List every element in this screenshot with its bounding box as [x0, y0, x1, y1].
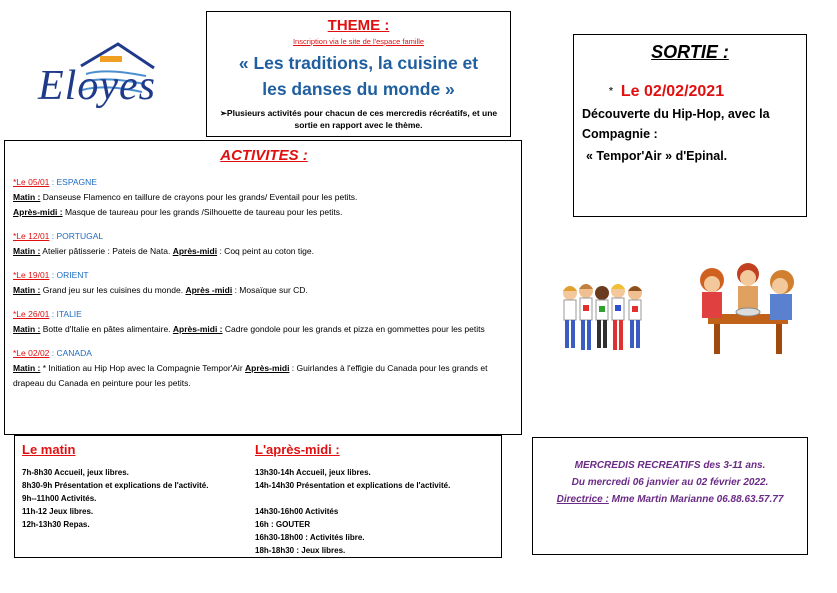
sortie-date-line [609, 83, 806, 101]
day-espagne [13, 175, 515, 220]
apresmidi-line: 18h-18h30 : Jeux libres. [255, 546, 346, 555]
matin-line: 12h-13h30 Repas. [22, 520, 90, 529]
children-cooking-icon [690, 262, 802, 359]
theme-subtitle[interactable]: Inscription via le site de l'espace famille [292, 37, 425, 46]
apresmidi-text: Masque de taureau pour les grands /Silhouette de taureau pour les petits. [62, 207, 343, 217]
info-box [532, 437, 808, 555]
day-italie [13, 307, 515, 337]
apresmidi-line: 14h30-16h00 Activités [255, 507, 339, 516]
matin-text: * Initiation au Hip Hop avec la Compagnie Tempor'Air [40, 363, 246, 373]
info-age: MERCREDIS RECREATIFS des 3-11 ans. [574, 460, 766, 471]
day-country: : CANADA [49, 348, 92, 358]
matin-text: Atelier pâtisserie : Pateis de Nata. [40, 246, 173, 256]
logo-text: Eloyes [38, 63, 156, 109]
matin-line: 9h--11h00 Activités. [22, 494, 97, 503]
day-label: *Le 12/01 [13, 231, 50, 241]
apresmidi-text: : Mosaïque sur CD. [232, 285, 308, 295]
sortie-title: SORTIE : [651, 42, 729, 62]
eloyes-logo [36, 38, 171, 120]
matin-line: 7h-8h30 Accueil, jeux libres. [22, 468, 129, 477]
day-country: : ORIENT [49, 270, 89, 280]
apresmidi-text: : Guirlandes à l'effigie du Canada pour les grands et drapeau du Canada en peinture pour les petits. [13, 363, 488, 388]
apresmidi-title: L'après-midi : [255, 442, 340, 457]
sortie-description: Découverte du Hip-Hop, avec la Compagnie : [582, 107, 770, 141]
sortie-star: * [609, 86, 613, 98]
apresmidi-column [255, 436, 500, 557]
day-label: *Le 05/01 [13, 177, 50, 187]
matin-title: Le matin [22, 442, 76, 457]
matin-line: 8h30-9h Présentation et explications de l'activité. [22, 481, 209, 490]
matin-label: Matin : [13, 246, 41, 256]
apresmidi-line: 14h-14h30 Présentation et explications de l'activité. [255, 481, 451, 490]
day-country: : ESPAGNE [49, 177, 97, 187]
theme-note: ➢Plusieurs activités pour chacun de ces mercredis récréatifs, et une sortie en rapport avec le thème. [219, 108, 498, 130]
apresmidi-label: Après-midi : [13, 207, 63, 217]
day-label: *Le 02/02 [13, 348, 50, 358]
matin-column [22, 436, 222, 531]
activites-box [4, 140, 522, 435]
info-dates: Du mercredi 06 janvier au 02 février 2022. [571, 477, 769, 488]
theme-title: THEME : [327, 17, 390, 34]
horaires-box [14, 435, 502, 558]
sortie-date: Le 02/02/2021 [620, 83, 725, 100]
apresmidi-label: Après-midi [172, 246, 218, 256]
day-canada [13, 346, 515, 391]
apresmidi-line: 16h30-18h00 : Activités libre. [255, 533, 365, 542]
apresmidi-label: Après-midi : [172, 324, 223, 334]
apresmidi-label: Après -midi [185, 285, 233, 295]
theme-main-line1: « Les traditions, la cuisine et [238, 53, 479, 73]
info-directrice [533, 491, 807, 508]
matin-label: Matin : [13, 192, 41, 202]
matin-text: Danseuse Flamenco en taillure de crayons pour les grands/ Eventail pour les petits. [40, 192, 358, 202]
sortie-company: « Tempor'Air » d'Epinal. [586, 149, 728, 163]
day-label: *Le 26/01 [13, 309, 50, 319]
day-portugal [13, 229, 515, 259]
matin-line: 11h-12 Jeux libres. [22, 507, 94, 516]
directrice-value: Mme Martin Marianne 06.88.63.57.77 [608, 494, 784, 505]
day-country: : PORTUGAL [49, 231, 104, 241]
apresmidi-text: : Coq peint au coton tige. [217, 246, 314, 256]
apresmidi-line: 16h : GOUTER [255, 520, 311, 529]
apresmidi-line: 13h30-14h Accueil, jeux libres. [255, 468, 371, 477]
children-group-icon [558, 279, 651, 367]
matin-label: Matin : [13, 324, 41, 334]
day-orient [13, 268, 515, 298]
theme-box [206, 11, 511, 137]
directrice-label: Directrice : [556, 494, 609, 505]
sortie-box [573, 34, 807, 217]
apresmidi-text: Cadre gondole pour les grands et pizza en gommettes pour les petits [222, 324, 485, 334]
day-country: : ITALIE [49, 309, 82, 319]
apresmidi-label: Après-midi [245, 363, 290, 373]
matin-label: Matin : [13, 285, 41, 295]
day-label: *Le 19/01 [13, 270, 50, 280]
matin-label: Matin : [13, 363, 41, 373]
matin-text: Botte d'Italie en pâtes alimentaire. [40, 324, 173, 334]
activites-title: ACTIVITES : [220, 147, 308, 164]
matin-text: Grand jeu sur les cuisines du monde. [40, 285, 186, 295]
apresmidi-spacer [255, 492, 500, 505]
theme-main-line2: les danses du monde » [262, 79, 455, 99]
